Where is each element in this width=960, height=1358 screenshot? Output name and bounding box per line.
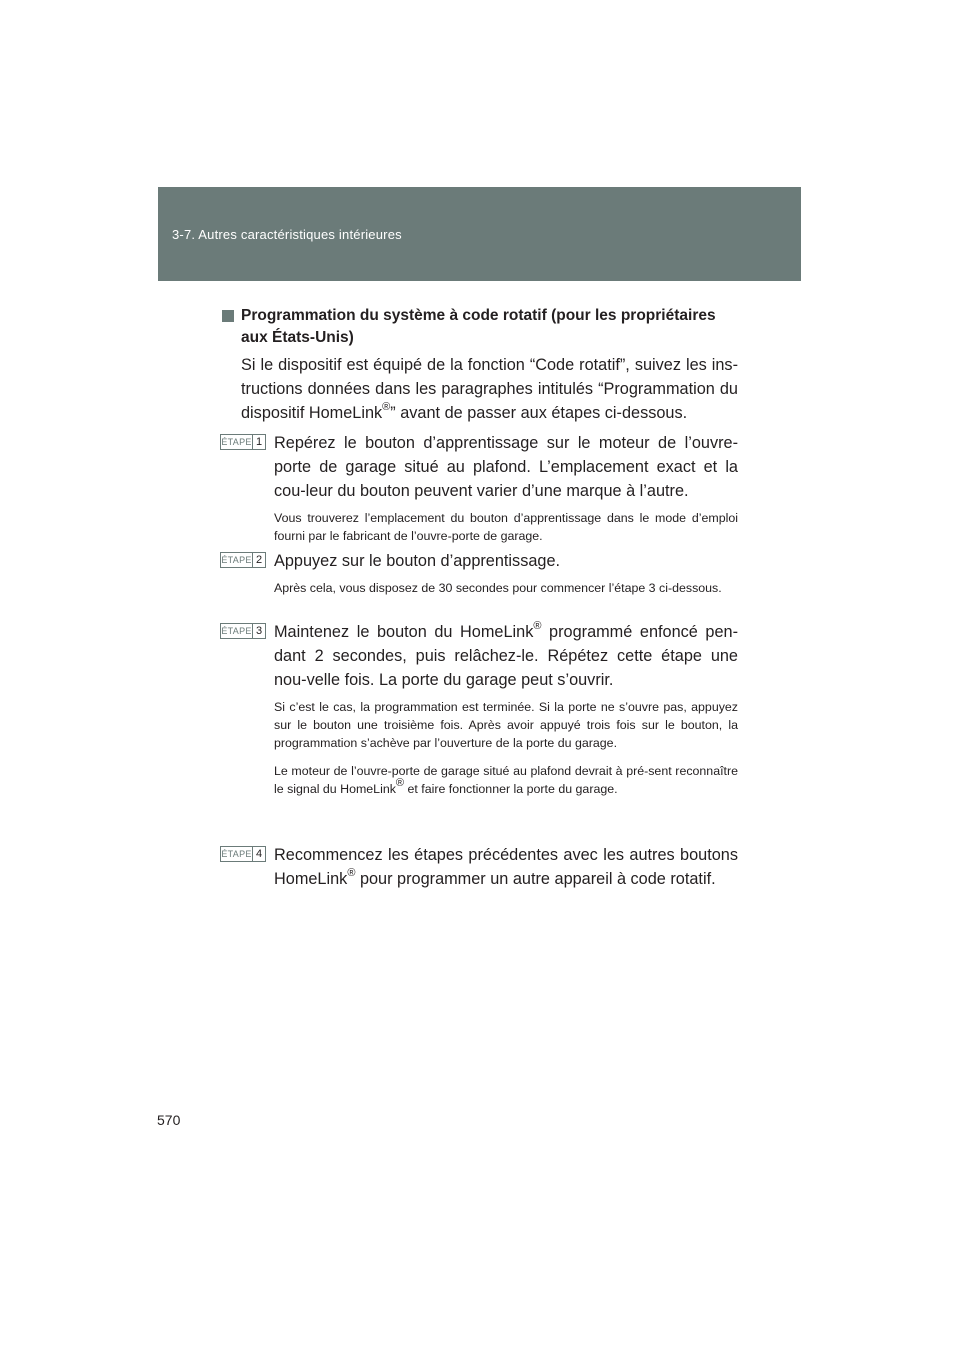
step-label: ÉTAPE: [221, 437, 252, 447]
step-label: ÉTAPE: [221, 555, 252, 565]
step-instruction: Appuyez sur le bouton d’apprentissage.: [274, 552, 561, 570]
section-intro: [241, 353, 738, 425]
step-instruction-end: pour programmer un autre appareil à code rotatif.: [355, 870, 716, 888]
step-badge: [220, 434, 266, 450]
step-3: [220, 620, 738, 798]
step-note-text: Le moteur de l’ouvre-porte de garage situé au plafond devrait à pré-sent reconnaître le signal du HomeLink: [274, 764, 738, 796]
step-label: ÉTAPE: [221, 626, 252, 636]
step-2: [220, 549, 738, 597]
registered-mark: ®: [533, 619, 542, 632]
step-4: [220, 843, 738, 891]
step-number: 2: [252, 553, 265, 567]
section-intro-text: Si le dispositif est équipé de la fonction “Code rotatif”, suivez les ins-tructions données dans les paragraphes intitulés “Programmation du dispositif HomeLink: [241, 356, 738, 422]
square-bullet-icon: [222, 310, 234, 322]
step-number: 1: [252, 435, 265, 449]
step-1: [220, 431, 738, 545]
step-instruction-end: programmé enfoncé pen-dant 2 secondes, puis relâchez-le. Répétez cette étape une nou-velle fois. La porte du garage peut s’ouvrir.: [274, 623, 739, 689]
step-note: Si c’est le cas, la programmation est terminée. Si la porte ne s’ouvre pas, appuyez sur le bouton une troisième fois. Après avoir appuyé trois fois sur le bouton, la programmation s’achève par l’ouverture de la porte du garage.: [274, 700, 738, 750]
page-number: 570: [157, 1112, 181, 1128]
step-instruction: Repérez le bouton d’apprentissage sur le moteur de l’ouvre-porte de garage situé au plafond. L’emplacement exact et la cou-leur du bouton peuvent varier d’une marque à l’autre.: [274, 434, 738, 500]
chapter-title: 3-7. Autres caractéristiques intérieures: [172, 227, 402, 242]
section-title: [222, 305, 738, 349]
step-instruction: [274, 620, 738, 692]
step-label: ÉTAPE: [221, 849, 252, 859]
registered-mark: ®: [395, 776, 405, 789]
section-title-text: Programmation du système à code rotatif (pour les propriétaires aux États-Unis): [241, 307, 716, 346]
step-number: 3: [252, 624, 265, 638]
section-intro-end: ” avant de passer aux étapes ci-dessous.: [390, 404, 688, 422]
step-number: 4: [252, 847, 265, 861]
registered-mark: ®: [382, 400, 391, 413]
step-note: [274, 762, 738, 798]
step-note: Après cela, vous disposez de 30 secondes pour commencer l’étape 3 ci-dessous.: [274, 581, 722, 595]
section-rolling-code: [222, 305, 738, 425]
step-note-end: et faire fonctionner la porte du garage.: [404, 782, 618, 796]
step-badge: [220, 552, 266, 568]
step-instruction-text: Maintenez le bouton du HomeLink: [274, 623, 534, 641]
step-instruction-text: Recommencez les étapes précédentes avec les autres boutons HomeLink: [274, 846, 738, 888]
step-badge: [220, 623, 266, 639]
step-note: Vous trouverez l’emplacement du bouton d’apprentissage dans le mode d’emploi fourni par le fabricant de l’ouvre-porte de garage.: [274, 511, 738, 543]
registered-mark: ®: [347, 866, 356, 879]
chapter-header: [158, 187, 801, 281]
step-badge: [220, 846, 266, 862]
step-instruction: [274, 843, 738, 891]
